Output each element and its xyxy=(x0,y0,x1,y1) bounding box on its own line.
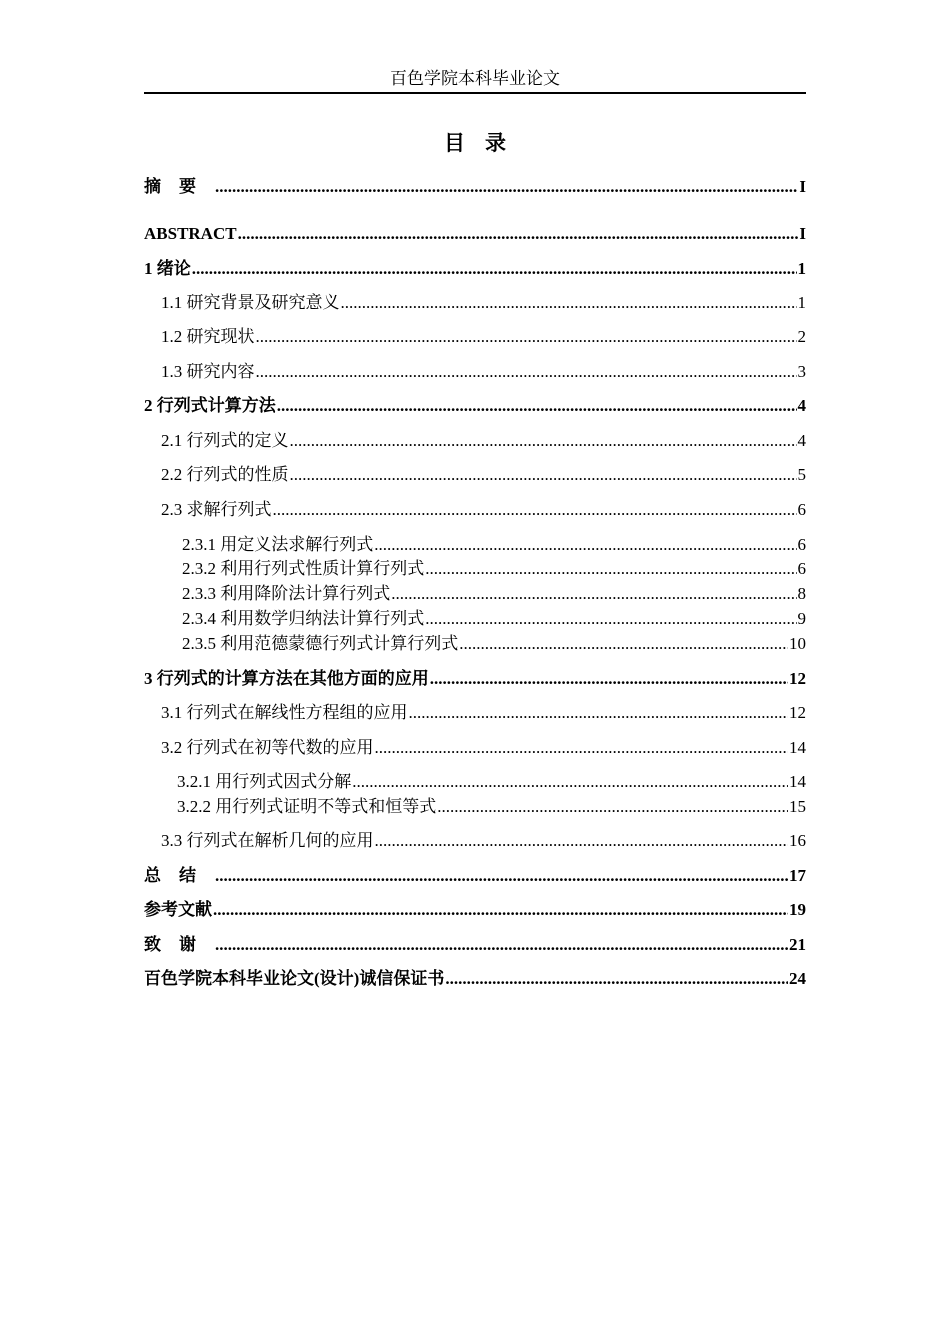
toc-entry-summary[interactable] xyxy=(144,865,806,887)
toc-page-number: 2 xyxy=(797,327,806,346)
toc-page-number: 6 xyxy=(797,559,806,578)
toc-page-number: 6 xyxy=(797,500,806,519)
toc-leader-dots xyxy=(215,865,788,887)
toc-entry-label: 3 行列式的计算方法在其他方面的应用 xyxy=(144,669,429,688)
toc-entry-label: 总结 xyxy=(144,866,214,885)
toc-leader-dots xyxy=(290,464,797,486)
toc-leader-dots xyxy=(445,968,788,990)
toc-page-number: 21 xyxy=(789,935,806,954)
toc-leader-dots xyxy=(213,899,788,921)
toc-entry-2-2[interactable] xyxy=(161,464,806,486)
toc-entry-2-3-3[interactable] xyxy=(182,583,806,605)
toc-page-number: 3 xyxy=(797,362,806,381)
toc-leader-dots xyxy=(352,771,788,793)
toc-entry-label: 3.3 行列式在解析几何的应用 xyxy=(161,831,374,850)
toc-entry-ch1[interactable] xyxy=(144,258,806,280)
toc-entry-2-1[interactable] xyxy=(161,430,806,452)
toc-entry-abstract-cn[interactable] xyxy=(144,176,806,198)
toc-leader-dots xyxy=(425,558,796,580)
toc-leader-dots xyxy=(215,176,798,198)
toc-entry-label: 3.2 行列式在初等代数的应用 xyxy=(161,738,374,757)
toc-leader-dots xyxy=(375,737,789,759)
toc-page-number: 1 xyxy=(797,293,806,312)
toc-entry-2-3-2[interactable] xyxy=(182,558,806,580)
toc-entry-1-2[interactable] xyxy=(161,326,806,348)
toc-entry-label: 2.3.5 利用范德蒙德行列式计算行列式 xyxy=(182,634,459,653)
toc-entry-label: 2 行列式计算方法 xyxy=(144,396,276,415)
toc-leader-dots xyxy=(215,934,788,956)
toc-entry-3-2-1[interactable] xyxy=(177,771,806,793)
toc-leader-dots xyxy=(238,223,799,245)
toc-entry-2-3-5[interactable] xyxy=(182,633,806,655)
toc-entry-label: 2.3.3 利用降阶法计算行列式 xyxy=(182,584,391,603)
toc-entry-1-1[interactable] xyxy=(161,292,806,314)
toc-entry-label: 2.1 行列式的定义 xyxy=(161,431,289,450)
toc-entry-abstract-en[interactable] xyxy=(144,223,806,245)
toc-page-number: 4 xyxy=(797,431,806,450)
toc-entry-label: 2.3.2 利用行列式性质计算行列式 xyxy=(182,559,425,578)
toc-entry-3-1[interactable] xyxy=(161,702,806,724)
toc-page-number: 12 xyxy=(789,703,806,722)
toc-leader-dots xyxy=(374,534,796,556)
page-header: 百色学院本科毕业论文 xyxy=(144,68,806,94)
toc-entry-label: 1.2 研究现状 xyxy=(161,327,255,346)
toc-entry-3-2[interactable] xyxy=(161,737,806,759)
toc-entry-label: 2.3.1 用定义法求解行列式 xyxy=(182,535,374,554)
toc-page-number: 1 xyxy=(797,259,806,278)
toc-leader-dots xyxy=(430,668,788,690)
toc-leader-dots xyxy=(437,796,788,818)
toc-entry-label: 摘要 xyxy=(144,177,214,196)
toc-entry-ch3[interactable] xyxy=(144,668,806,690)
toc-leader-dots xyxy=(425,608,796,630)
toc-entry-label: 3.2.1 用行列式因式分解 xyxy=(177,772,352,791)
toc-entry-label: 3.2.2 用行列式证明不等式和恒等式 xyxy=(177,797,437,816)
toc-title: 目录 xyxy=(444,131,526,155)
toc-entry-label: 3.1 行列式在解线性方程组的应用 xyxy=(161,703,408,722)
toc-entry-label: 1.3 研究内容 xyxy=(161,362,255,381)
toc-page-number: 6 xyxy=(797,535,806,554)
toc-page-number: 16 xyxy=(789,831,806,850)
toc-page-number: I xyxy=(799,177,806,196)
toc-page-number: 9 xyxy=(797,609,806,628)
toc-page-number: 4 xyxy=(797,396,806,415)
toc-page-number: 10 xyxy=(789,634,806,653)
toc-page-number: 8 xyxy=(797,584,806,603)
toc-page-number: 14 xyxy=(789,772,806,791)
toc-entry-label: 2.3.4 利用数学归纳法计算行列式 xyxy=(182,609,425,628)
toc-page-number: 17 xyxy=(789,866,806,885)
toc-entry-3-3[interactable] xyxy=(161,830,806,852)
toc-leader-dots xyxy=(256,361,797,383)
toc-page-number: 19 xyxy=(789,900,806,919)
toc-entry-references[interactable] xyxy=(144,899,806,921)
toc-leader-dots xyxy=(409,702,789,724)
toc-leader-dots xyxy=(290,430,797,452)
toc-entry-acknowledgement[interactable] xyxy=(144,934,806,956)
toc-entry-label: 2.2 行列式的性质 xyxy=(161,465,289,484)
toc-page-number: 14 xyxy=(789,738,806,757)
toc-entry-1-3[interactable] xyxy=(161,361,806,383)
toc-page-number: 12 xyxy=(789,669,806,688)
toc-leader-dots xyxy=(277,395,797,417)
toc-leader-dots xyxy=(256,326,797,348)
toc-entry-integrity-statement[interactable] xyxy=(144,968,806,990)
toc-leader-dots xyxy=(375,830,789,852)
toc-page-number: 5 xyxy=(797,465,806,484)
toc-entry-label: ABSTRACT xyxy=(144,224,237,243)
toc-entry-label: 参考文献 xyxy=(144,900,212,919)
toc-leader-dots xyxy=(459,633,788,655)
toc-page-number: 24 xyxy=(789,969,806,988)
toc-leader-dots xyxy=(391,583,796,605)
toc-entry-2-3-1[interactable] xyxy=(182,534,806,556)
toc-entry-2-3-4[interactable] xyxy=(182,608,806,630)
toc-page-number: 15 xyxy=(789,797,806,816)
toc-entry-label: 1 绪论 xyxy=(144,259,191,278)
toc-leader-dots xyxy=(273,499,797,521)
toc-leader-dots xyxy=(192,258,797,280)
toc-entry-label: 百色学院本科毕业论文(设计)诚信保证书 xyxy=(144,969,445,988)
toc-entry-label: 致谢 xyxy=(144,935,214,954)
toc-leader-dots xyxy=(341,292,797,314)
toc-entry-ch2[interactable] xyxy=(144,395,806,417)
toc-page-number: I xyxy=(799,224,806,243)
toc-entry-3-2-2[interactable] xyxy=(177,796,806,818)
toc-entry-2-3[interactable] xyxy=(161,499,806,521)
toc-entry-label: 2.3 求解行列式 xyxy=(161,500,272,519)
toc-entry-label: 1.1 研究背景及研究意义 xyxy=(161,293,340,312)
